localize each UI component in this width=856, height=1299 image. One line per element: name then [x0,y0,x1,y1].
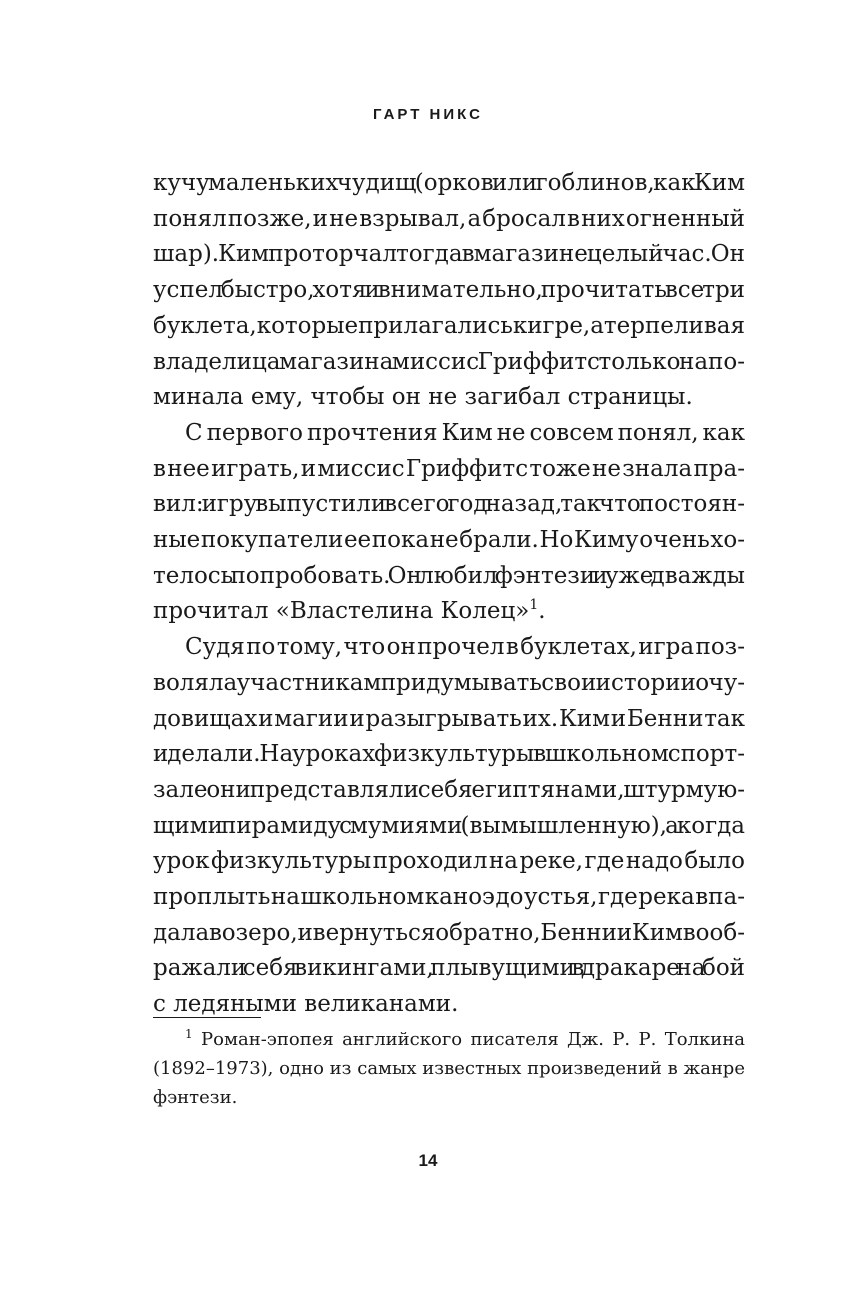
text-line: проплыть на школьном каноэ до устья, где река впа- [153,884,745,911]
footnote-line [153,1025,745,1054]
period: . [538,598,546,625]
text-line: в нее играть, и миссис Гриффитс тоже не знала пра- [153,455,745,482]
footnote-reference[interactable]: 1 [529,597,539,614]
running-head: ГАРТ НИКС [373,106,483,123]
footnote-text: Роман-эпопея английского писателя Дж. Р. Р. Толкина [201,1029,745,1050]
text-line: щими пирамиду с мумиями (вымышленную), а когда [153,812,745,839]
paragraph-3 [153,630,745,1023]
footnote-rule [153,1017,261,1018]
text-line: ражали себя викингами, плывущими в дракаре на бой [153,955,745,982]
text-line: прочитал «Властелина Колец» [153,598,530,625]
text-line: урок физкультуры проходил на реке, где надо было [153,848,745,875]
text-line: и делали. На уроках физкультуры в школьном спорт- [153,741,745,768]
footnote-marker: 1 [185,1027,193,1041]
text-line: воляла участникам придумывать свои истории о чу- [153,669,745,696]
text-line: зале они представляли себя египтянами, штурмую- [153,776,745,803]
text-line: успел быстро, хотя и внимательно, прочитать все три [153,277,745,304]
text-line: кучу маленьких чудищ (орков или гоблинов, как Ким [153,170,745,196]
text-line: с ледяными великанами. [153,991,459,1018]
text-line: ные покупатели ее пока не брали. Но Киму очень хо- [153,527,745,554]
footnote-line: фэнтези. [153,1087,238,1108]
page-number: 14 [418,1151,438,1170]
text-line: дала в озеро, и вернуться обратно, Бенни и Ким вооб- [153,919,745,946]
text-line: шар). Ким проторчал тогда в магазине целый час. Он [153,241,745,268]
text-line: довищах и магии и разыгрывать их. Ким и Бенни так [153,705,745,732]
text-line: владелица магазина миссис Гриффитс только напо- [153,348,745,375]
text-line: телось попробовать. Он любил фэнтези и уже дважды [153,562,745,589]
text-line-with-footnote [153,594,745,630]
text-line: понял позже, и не взрывал, а бросал в них огненный [153,205,745,232]
text-line: Судя по тому, что он прочел в буклетах, игра поз- [185,634,745,661]
body-text [153,166,745,1023]
text-line: буклета, которые прилагались к игре, а терпеливая [153,312,745,339]
footnote-line: (1892–1973), одно из самых известных произведений в жанре [153,1058,745,1079]
paragraph-2 [153,416,745,630]
text-line: вил: игру выпустили всего год назад, так что постоян- [153,491,745,518]
footnote [153,1025,745,1112]
text-line: С первого прочтения Ким не совсем понял, как [185,419,745,446]
text-line: минала ему, чтобы он не загибал страницы. [153,384,693,411]
paragraph-1 [153,166,745,416]
